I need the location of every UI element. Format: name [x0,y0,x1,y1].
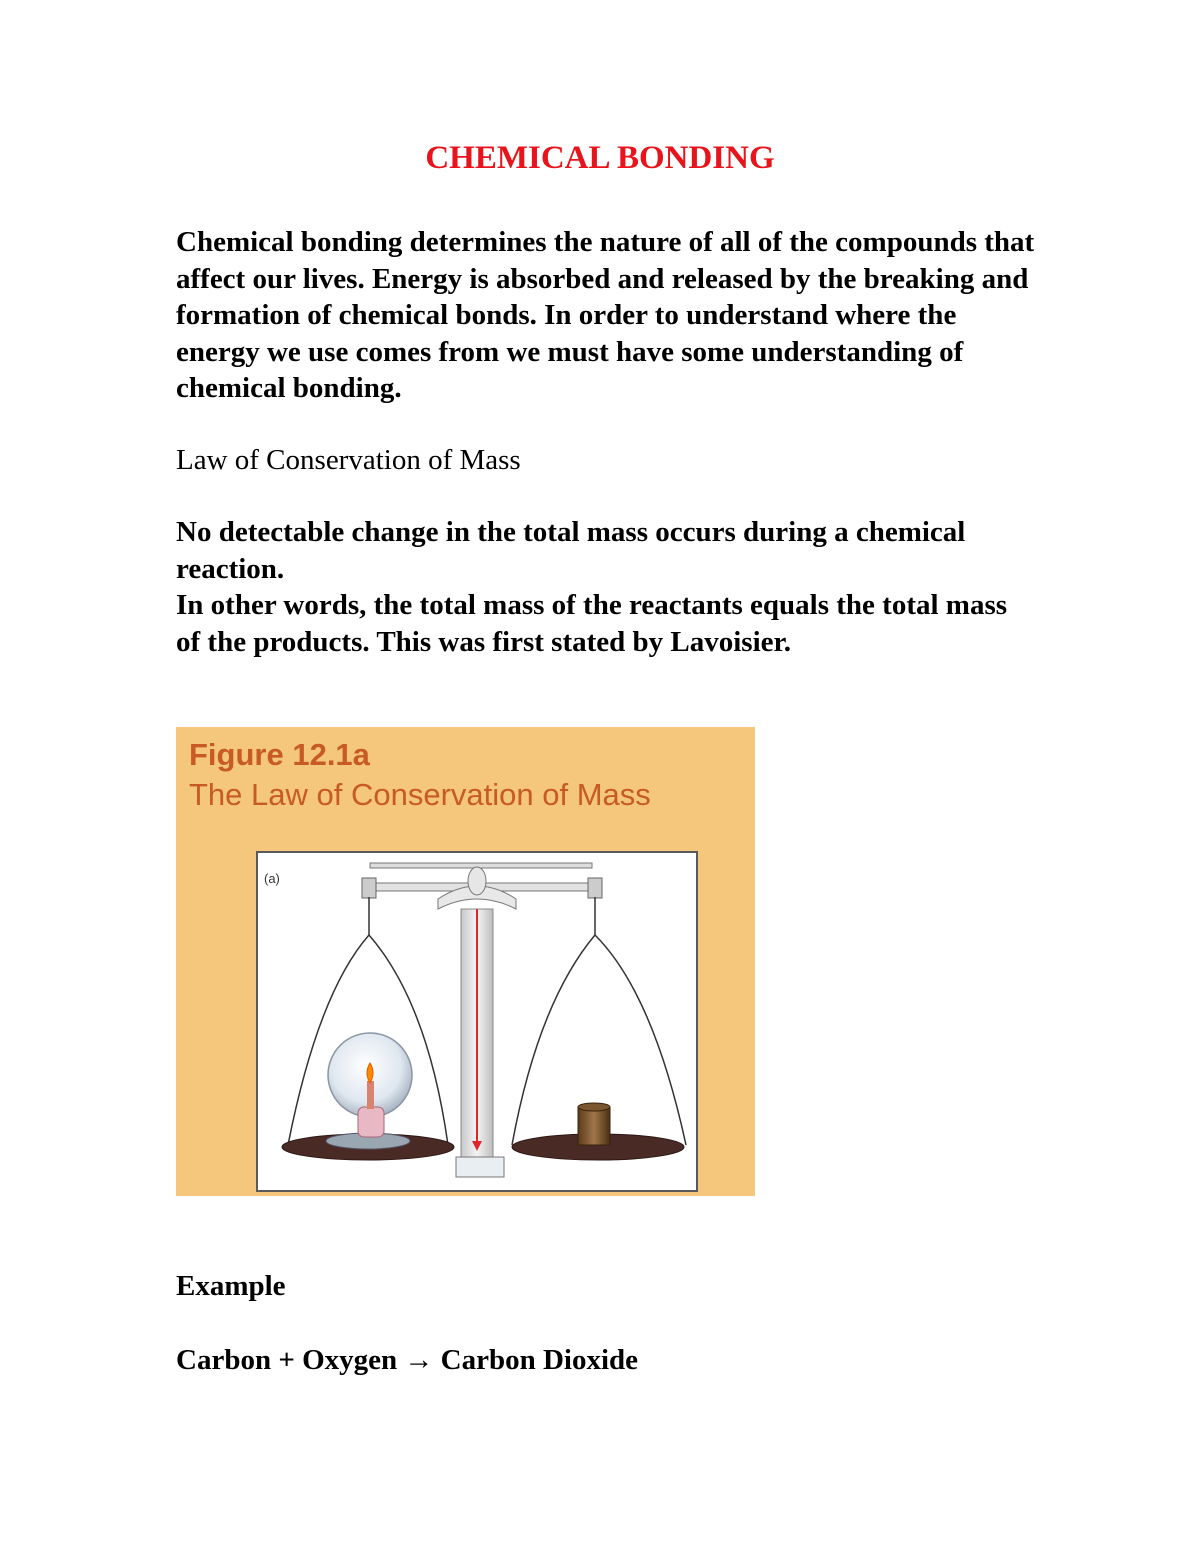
law-paragraph [176,514,1036,660]
balance-beam [362,867,602,909]
example-equation: Carbon + Oxygen → Carbon Dioxide [176,1344,639,1376]
pointer-scale [456,1157,504,1177]
intro-text: Chemical bonding determines the nature of all of the compounds that affect our lives. Energy is absorbed and released by the breaking and formation of chemical bonds. In order to understand where the energy we use comes from we must have some understanding of chemical bonding. [176,226,1035,404]
figure-title [189,735,651,815]
law-heading: Law of Conservation of Mass [176,444,521,476]
intro-paragraph [176,224,1036,407]
figure-caption: The Law of Conservation of Mass [189,777,651,812]
law-text-1: No detectable change in the total mass occurs during a chemical reaction. [176,516,966,585]
balance-scale-drawing [258,853,696,1190]
figure-conservation-of-mass [176,727,755,1196]
candle [367,1081,374,1109]
balance-top-bar [370,863,592,868]
panel-label: (a) [264,871,280,886]
mass-weight [578,1107,610,1145]
page-title: CHEMICAL BONDING [425,140,775,176]
candle-holder [358,1107,384,1137]
balance-illustration [256,851,698,1192]
figure-number: Figure 12.1a [189,737,370,772]
example-heading: Example [176,1270,286,1302]
law-text-2: In other words, the total mass of the reactants equals the total mass of the products. This was first stated by Lavoisier. [176,589,1008,658]
